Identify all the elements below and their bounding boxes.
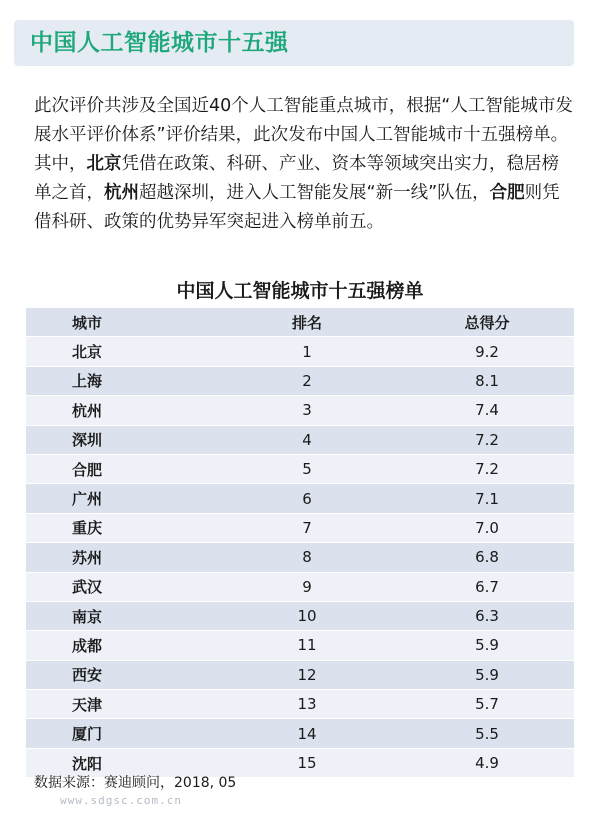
cell-rank: 10 [297, 607, 317, 626]
cell-city: 深圳 [72, 431, 103, 450]
highlight-hangzhou: 杭州 [104, 183, 139, 203]
cell-rank: 6 [302, 489, 312, 508]
intro-text [34, 92, 574, 237]
cell-rank: 7 [302, 518, 312, 537]
cell-city: 厦门 [72, 725, 103, 744]
cell-score: 5.9 [475, 665, 499, 684]
cell-city: 武汉 [72, 578, 103, 597]
watermark: www.sdgsc.com.cn [60, 794, 182, 807]
table-row [26, 602, 574, 631]
highlight-beijing: 北京 [86, 154, 122, 174]
cell-score: 7.1 [475, 489, 499, 508]
table-row [26, 719, 574, 748]
cell-rank: 8 [302, 548, 312, 567]
cell-city: 北京 [72, 343, 103, 362]
cell-rank: 9 [302, 577, 312, 596]
cell-city: 苏州 [72, 548, 103, 567]
intro-text-segment: 超越深圳，进入人工智能发展“新一线”队伍， [139, 183, 490, 203]
cell-city: 南京 [72, 607, 103, 626]
cell-score: 9.2 [475, 342, 499, 361]
column-header-city: 城市 [72, 313, 103, 332]
intro-paragraph-1: 此次评价共涉及全国近40个人工智能重点城市，根据“人工智能城市发展水平评价体系”评价结果，此次发布中国人工智能城市十五强榜单。 [34, 96, 573, 145]
table-row [26, 426, 574, 455]
cell-city: 重庆 [72, 519, 103, 538]
cell-city: 合肥 [72, 460, 103, 479]
cell-rank: 11 [297, 636, 317, 655]
cell-rank: 5 [302, 460, 312, 479]
cell-score: 5.9 [475, 636, 499, 655]
cell-city: 沈阳 [72, 754, 103, 773]
cell-score: 8.1 [475, 371, 499, 390]
highlight-hefei: 合肥 [489, 183, 525, 203]
cell-score: 5.5 [475, 724, 499, 743]
data-source-note: 数据来源：赛迪顾问，2018, 05 [34, 775, 237, 791]
cell-city: 天津 [72, 695, 103, 714]
cell-city: 上海 [72, 372, 103, 391]
table-row [26, 543, 574, 572]
cell-city: 杭州 [72, 401, 103, 420]
table-row [26, 631, 574, 660]
cell-score: 7.2 [475, 460, 499, 479]
cell-rank: 3 [302, 401, 312, 420]
table-title: 中国人工智能城市十五强榜单 [176, 280, 424, 302]
cell-score: 7.0 [475, 518, 499, 537]
cell-score: 4.9 [475, 754, 499, 773]
cell-rank: 13 [297, 695, 317, 714]
cell-score: 7.2 [475, 430, 499, 449]
cell-city: 西安 [72, 666, 103, 685]
cell-city: 成都 [72, 636, 103, 655]
cell-rank: 4 [302, 430, 312, 449]
column-header-rank: 排名 [291, 313, 322, 332]
cell-rank: 14 [297, 724, 317, 743]
table-header-row [26, 308, 574, 337]
table-row [26, 514, 574, 543]
table-row [26, 396, 574, 425]
cell-rank: 2 [302, 371, 312, 390]
table-row [26, 455, 574, 484]
table-row [26, 337, 574, 366]
ranking-table [26, 308, 574, 778]
intro-text-segment: 则凭借科研、政策的优势异军突起进入榜单前五。 [34, 183, 560, 232]
cell-score: 7.4 [475, 401, 499, 420]
intro-text-segment: 凭借在政策、科研、产业、资本等领域突出实力，稳居榜单之首， [34, 154, 559, 203]
cell-rank: 1 [302, 342, 312, 361]
cell-score: 6.7 [475, 577, 499, 596]
cell-score: 6.3 [475, 607, 499, 626]
intro-text-segment: 其中， [34, 154, 87, 174]
table-row [26, 484, 574, 513]
cell-city: 广州 [72, 490, 103, 509]
table-row [26, 690, 574, 719]
cell-score: 5.7 [475, 695, 499, 714]
table-row [26, 573, 574, 602]
table-row [26, 367, 574, 396]
header [0, 0, 600, 80]
cell-rank: 15 [297, 754, 317, 773]
cell-rank: 12 [297, 665, 317, 684]
table-row [26, 661, 574, 690]
page-title: 中国人工智能城市十五强 [30, 30, 289, 56]
column-header-score: 总得分 [464, 313, 510, 332]
intro-paragraph-2 [34, 150, 574, 237]
cell-score: 6.8 [475, 548, 499, 567]
